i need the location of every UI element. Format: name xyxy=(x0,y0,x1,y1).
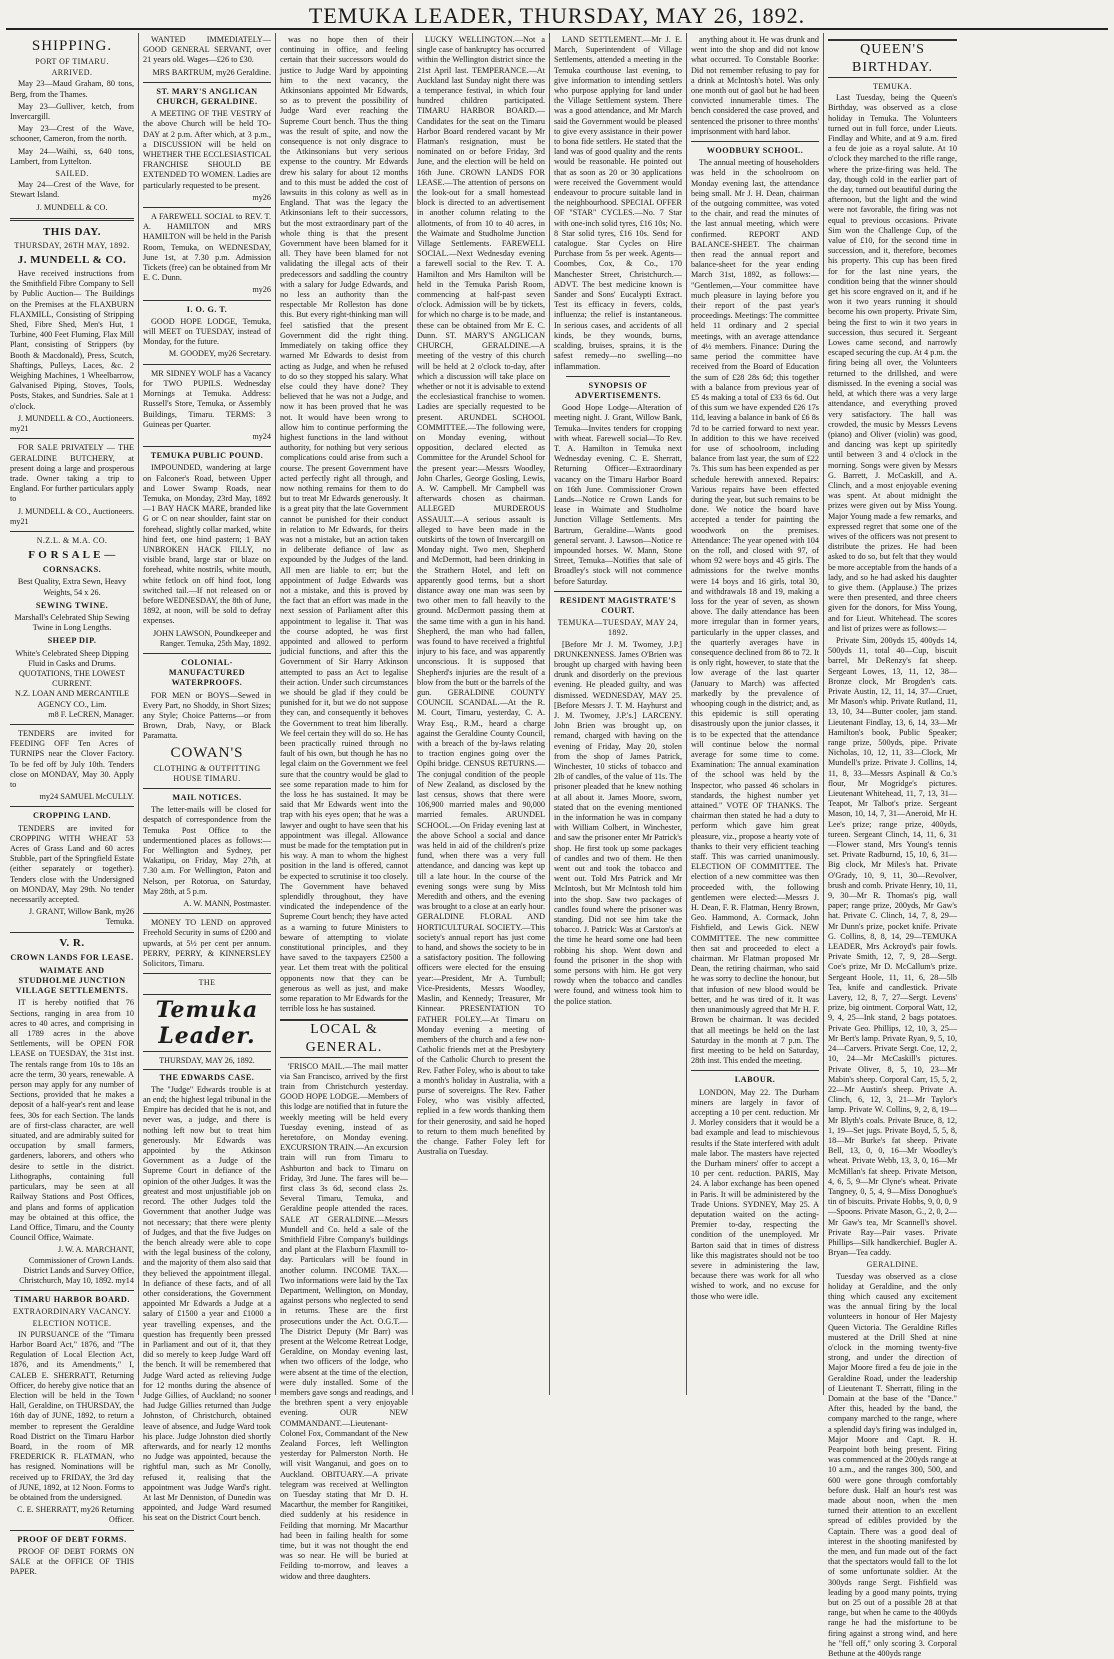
waimate-notice: IT is hereby notified that 76 Sections, ranging in area from 10 acres to 40 acres, and comprising in all 1789 acres in the above Settlements, will be OPEN FOR LEASE on TUESDAY, the 31st inst. The rentals range from 10s to 18s an acre the term, 30 years, renewable. A person may apply for any number of Sections, provided that he makes a deposit of a half-year's rent and lease fees, 30s for each Section. The lands are of first-class character, are well situated, and are admirably suited for occupation by small farmers, gardeners, laborers, and others who desire to settle in the district. Lithographs, containing full particulars, may be seen at all Railway Stations and Post Offices, and plans and forms of application may be obtained at this office, the Land Office, Timaru, and the County Council Office, Waimate. xyxy=(10,998,134,1243)
wanted-notice: WANTED IMMEDIATELY—GOOD GENERAL SERVANT, over 21 years old. Wages—£26 to £30. xyxy=(143,35,271,65)
nzla-heading: N.Z.L. & M.A. CO. xyxy=(36,535,108,545)
colonial-heading: COLONIAL-MANUFACTURED WATERPROOFS. xyxy=(168,657,246,688)
iogt-signature: M. GOODEY, my26 Secretary. xyxy=(168,349,271,359)
church-ref: my26 xyxy=(252,192,271,202)
port-heading: PORT OF TIMARU. xyxy=(35,57,109,66)
wolf-notice: MR SIDNEY WOLF has a Vacancy for TWO PUPILS. Wednesday Mornings at Temuka. Address: Russell's Store, Temuka, or Assembly Buildings, Timaru. TERMS: 3 Guineas per Quarter. xyxy=(143,368,271,429)
sherratt-signature: C. E. SHERRATT, my26 Returning Officer. xyxy=(17,1505,134,1525)
column-4 xyxy=(413,33,550,1395)
twine-heading: SEWING TWINE. xyxy=(35,600,109,610)
paper-the: THE xyxy=(198,978,216,988)
land-settlement-text: LAND SETTLEMENT.—Mr J. E. March, Superintendent of Village Settlements, attended a meeting in the Temuka courthouse last evening, to give information to intending settlers who purpose applying for land under the Village Settlement system. There was a good attendance, and Mr March said the Government would be pleased to give every assistance in their power to bona fide settlers. He stated that the land was of good quality and the rents would be reasonable. He pointed out that as soon as 20 or 30 applications were received the Government would endeavour to procure suitable land in the neighbourhood. SPECIAL OFFER OF "STAR" CYCLES.—No. 7 Star with one-inch solid tyres, £16 10s; No. 8 Star solid tyres, £16 10s. Send for catalogue. Star Cycles on Hire Purchase from 5s per week. Agents—Coombes, Cox, & Co., 170 Manchester Street, Christchurch.—ADVT. The best medicine known is Sander and Sons' Eucalypti Extract. Test its efficacy in fevers, colds, influenza; the relief is instantaneous. In serious cases, and accidents of all kinds, be they wounds, burns, scalding, bruises, sprains, it is the safest remedy—no swelling—no inflammation. xyxy=(554,35,682,371)
cornsacks-heading: CORNSACKS. xyxy=(42,565,102,575)
cropping-signature: J. GRANT, Willow Bank, my26 Temuka. xyxy=(28,907,134,927)
temuka-subheading: TEMUKA. xyxy=(872,82,913,91)
shipping-title: SHIPPING. xyxy=(31,38,113,54)
vacancy-heading: EXTRAORDINARY VACANCY. xyxy=(12,1307,132,1317)
synopsis-text: Good Hope Lodge—Alteration of meeting night. J. Grant, Willow Bank, Temuka—Invites tenders for cropping with wheat. Farewell social—To Rev. T. A. Hamilton in Temuka next Wednesday evening. C. E. Sherratt, Returning Officer—Extraordinary vacancy on the Timaru Harbor Board on 16th June. Commissioner Crown Lands—Notice re Crown Lands for lease in Waimate and Studholme Junction Village Settlements. Mrs Bartrum, Geraldine—Wants good general servant. J. Lawson—Notice re impounded horses. W. Mann, Stone Street, Temuka—Notifies that sale of Broadley's stock will not commence before Saturday. xyxy=(554,403,682,586)
mundell-heading: J. MUNDELL & CO. xyxy=(17,254,127,267)
birthday-heading: QUEEN'S BIRTHDAY. xyxy=(828,39,957,78)
column-1 xyxy=(6,33,139,1577)
for-sale-heading: F O R S A L E — xyxy=(28,549,116,562)
cropping-notice: TENDERS are invited for CROPPING WITH WHEAT 53 Acres of Grass Land and 60 acres Stubble, part of the Springfield Estate (either separately or together). Tenders close with the Undersigned on MONDAY, May 29th. No tender necessarily accepted. xyxy=(10,823,134,905)
labour-text: LONDON, May 22. The Durham miners are largely in favor of accepting a 10 per cent. reduction. Mr J. Morley considers that it would be a bad example and lead to mischievous results if the State interfered with adult male labor. The masters have rejected the Durham miners' offer to accept a 10 per cent. reduction. PARIS, May 24. A labor exchange has been opened in Paris. It will be administered by the Trade Unions. SYDNEY, May 25. A deputation waited on the acting-Premier to-day, respecting the condition of the unemployed. Mr Barton said that in times of distress like this magistrates should not be too severe in administering the law, because there was work for all who wished to work, and no excuse for those who were idle. xyxy=(691,1087,819,1301)
column-2 xyxy=(139,33,276,1523)
edwards-article: The "Judge" Edwards trouble is at an end; the highest legal tribunal in the Empire has decided that he is not, and never was, a judge, and there is nothing left now but to treat him generously. Mr Edwards was appointed by the Atkinson Government as a Judge of the Supreme Court in defiance of the opinion of the other Judges. It was the greatest and most unjustifiable job on record. The other Judges told the Government that another Judge was not necessary; that there were plenty of Judges, and that the five Judges on the bench already were able to cope with the legal business of the colony, and the majority of them also said that they believed the appointment illegal. In defiance of these facts, and of all other considerations, the Government appointed Mr Edwards a Judge at a salary of £1500 a year and £1000 a year travelling expenses, and the question has frequently been pressed in Parliament and out of it, that they did so merely to keep Judge Ward off the bench. It will be remembered that Judge Ward acted as relieving Judge for 12 months during the absence of Judge Gillies, of Auckland; no sooner had Judge Gillies returned than Judge Johnston, of Christchurch, obtained leave of absence, and Judge Ward took his place. Judge Johnston died shortly afterwards, and for nearly 12 months no Judge was appointed, because the rightful man, such as Mr Conolly, refused it, realising that the appointment was Judge Ward's right. At last Mr Denniston, of Dunedin was appointed, and Judge Ward resumed his seat on the District Court bench. xyxy=(143,1084,271,1523)
sheep-dip-text: White's Celebrated Sheep Dipping Fluid in Casks and Drums. xyxy=(15,648,129,668)
this-day-date: THURSDAY, 26TH MAY, 1892. xyxy=(14,240,130,250)
local-general-cont: LUCKY WELLINGTON.—Not a single case of bankruptcy has occurred within the Wellington district since the 21st April last. TEMPERANCE.—At Auckland last Sunday night there was a temperance festival, in which four hundred children participated. TIMARU HARBOR BOARD.—Candidates for the seat on the Timaru Harbor Board rendered vacant by Mr Flatman's resignation, must be nominated on or before Friday, 3rd June, and the election will be held on 16th June. CROWN LANDS FOR LEASE.—The attention of persons on the look-out for a small homestead block is directed to an advertisement in another column relating to the allotments, of from 10 to 40 acres, in the Waimate and Studholme Junction Village Settlements. FAREWELL SOCIAL.—Next Wednesday evening a farewell social to the Rev. T. A. Hamilton and Mrs Hamilton will be held in the Temuka Parish Room, commencing at half-past seven o'clock. Admission will be by tickets, for which no charge is to be made, and these can be obtained from Mr E. C. Dunn. ST. MARY'S ANGLICAN CHURCH, GERALDINE.—A meeting of the vestry of this church will be held at 2 o'clock to-day, after which a discussion will take place on whether or not it is advisable to extend the ecclesiastical franchise to women. Ladies are specially requested to be present. ARUNDEL SCHOOL COMMITTEE.—The following were, on Monday evening, without opposition, declared elected as Committee for the Arundel School for the present year:—Messrs Woodley, John Charles, George Gosling, Lewis, A. W. Campbell. Mr Campbell was afterwards chosen as chairman. ALLEGED MURDEROUS ASSAULT.—A serious assault is alleged to have been made in the outskirts of the town of Invercargill on Monday night. Two men, Shepherd and McDermott, had been drinking in the Strathern Hotel, and left on apparently good terms, but a short distance away one man was seen by two other men to fall heavily to the ground. McDermott passing them at the same time with a gun in his hand. Shepherd, the man who had fallen, was found to have received a frightful injury to his face, and was apparently unconscious. It is supposed that Shepherd's injuries are the result of a blow from the butt or the barrels of the gun. GERALDINE COUNTY COUNCIL SCANDAL.—At the R. M. Court, Timaru, yesterday, C. A. Wray Esq., R.M., heard a charge against the Geraldine County Council, with a breach of the by-laws relating to traction engines going over the Opihi bridge. CENSUS RETURNS.—The conjugal condition of the people of New Zealand, as disclosed by the last census, shows that there were 106,900 married males and 90,000 married females. ARUNDEL SCHOOL.—On Friday evening last at the above School a social and dance was held in aid of the children's prize fund, when there was a very full attendance, and dancing was kept up till a late hour. In the course of the evening songs were sung by Miss Meredith and others, and the evening was brought to a close at an early hour. GERALDINE FLORAL AND HORTICULTURAL SOCIETY.—This society's annual report has just come to hand, and shows the society to be in a satisfactory position. The following officers were elected for the ensuing year:—President, Mr A. Turnbull; Vice-Presidents, Messrs Woodley, Maslin, and Kennedy; Treasurer, Mr Kinnear. PRESENTATION TO FATHER FOLEY.—At Timaru on Monday evening a meeting of members of the church and a few non-Catholic friends met at the Presbytery of the Catholic Church to present the Rev. Father Foley, who is about to take a month's holiday in Australia, with a purse of sovereigns. The Rev. Father Foley, who was visibly affected, replied in a few words thanking them for their generosity, and said he hoped to return to them much benefited by the change. Father Foley left for Australia on Tuesday. xyxy=(417,35,546,1157)
butchery-sale-signature: J. MUNDELL & CO., Auctioneers. xyxy=(17,506,134,516)
mundell-notice: Have received instructions from the Smithfield Fibre Company to Sell by Public Auction— The Buildings on the Premises at the FLAXBURN FLAXMILL, Consisting of Stripping Shed, Fibre Shed, Men's Hut, 1 Turbine, 400 Feet Fluming, Flax Mill Plant, consisting of Strippers (by Booth & Macdonald), Press, Scutch, Shaftings, Pulleys, Laces, &c. 2 Weighing Machines, 1 Wheelbarrow, Galvanised Piping, Stoves, Tools, Posts, Stakes, and Sundries. Sale at 1 o'clock. xyxy=(10,269,134,411)
arrival-entry: May 23—Maud Graham, 80 tons, Berg, from the Thames. xyxy=(10,79,134,99)
wanted-signature: MRS BARTRUM, my26 Geraldine. xyxy=(152,67,271,77)
court-cont: anything about it. He was drunk and went into the shop and did not know what occurred. To Constable Boorke: Did not remember refusing to pay for a drink at McIntosh's hotel. Was only one month out of gaol but he had been convicted innumerable times. The bench considered the case proved, and sentenced the prisoner to three months' imprisonment with hard labor. xyxy=(691,35,819,136)
column-3 xyxy=(276,33,413,1581)
woodbury-text: The annual meeting of householders was held in the schoolroom on Monday evening last, the attendance being small. Mr J. H. Dean, chairman of the outgoing committee, was voted to the chair, and read the minutes of the last annual meeting, which were confirmed. REPORT AND BALANCE-SHEET. The chairman then read the annual report and balance-sheet for the year ending March 31st, 1892, as follows:— "Gentlemen,—Your committee have much pleasure in laying before you their report of the past year's proceedings. Meetings: The committee held 11 ordinary and 2 special meetings, with an average attendance of 4½ members. Finance: During the same period the committee have received from the Board of Education the sum of £28 28s 6d; this together with a balance from previous year of £5 4s making a total of £33 6s 6d. Out of this sum we have expended £26 17s 11d, leaving a balance in bank of £6 8s 7d to be carried forward to next year. In addition to this we have received for use of schoolroom, including balance from last year, the sum of £22 7s. This sum has been expended as per schedule herewith annexed. Repairs: Various repairs have been effected during the year, but such remains to be done. We notice the board have accepted a tender for painting the woodwork on the premises. Attendance: The year opened with 104 on the roll, and closed with 97, of whom 92 were boys and 45 girls. The admissions for the twelve months were 14 boys and 16 girls, total 30, and withdrawals 18 and 19, making a loss for the year of seven, as shown above. The daily attendance has been more irregular than in former years, particularly in the upper classes, and the quarterly averages have in consequence declined from 86 to 72. It is only right, however, to state that the low average of the last quarter (January to March) was affected markedly by the prevalence of whooping cough in the district; and, as this epidemic is still operating disastrously upon the junior classes, it is to be expected that the attendance will continue below the normal average for some time to come. Examination: The annual examination of the school was held by the Inspector, who passed 46 scholars in standards, the highest number yet attained." VOTE OF THANKS. The chairman then stated he had a duty to perform which gave him great pleasure, viz., propose a hearty vote of thanks to their very efficient teaching staff. This was carried unanimously. ELECTION OF COMMITTEE. The election of a new committee was then proceeded with, the following gentlemen were elected:—Messrs J. H. Dean, F. R. Flatman, Henry Brown, Geo. Hammond, A. Cormack, John Fishfield, and Lewis Gick. NEW COMMITTEE. The new committee then sat and proceeded to elect a chairman. Mr Flatman proposed Mr Dean, the retiring chairman, who said he was sorry to decline the honour, but that infusion of new blood would be better, and he was tired of it. It was then unanimously agreed that Mr H. F. Brown be chairman. It was decided that all meetings be held on the last Saturday in the month at 7 p.m. The first meeting to be held on Saturday, 28th inst. This ended the meeting. xyxy=(691,158,819,1066)
colonial-notice: FOR MEN or BOYS—Sewed in Every Part, no Shoddy, in Short Sizes; any Style; Choice Patterns—or from Brown, Drab, Navy, or Black Paramatta. xyxy=(143,690,271,741)
column-6 xyxy=(687,33,824,1395)
farewell-ref: my26 xyxy=(252,285,271,295)
sheep-dip-heading: SHEEP DIP. xyxy=(47,636,97,646)
butchery-sale-notice: FOR SALE PRIVATELY — THE GERALDINE BUTCHERY, at present doing a large and prosperous trade. Owner taking a trip to England. For further particulars apply to xyxy=(10,443,134,504)
this-day-heading: THIS DAY. xyxy=(42,225,102,238)
arrived-label: ARRIVED. xyxy=(51,68,93,78)
arrival-entry: May 24—Waihi, ss, 640 tons, Lambert, from Lyttelton. xyxy=(10,146,134,166)
rm-court-heading: RESIDENT MAGISTRATE'S COURT. xyxy=(559,595,677,615)
election-notice: IN PURSUANCE of the "Timaru Harbor Board Act," 1876, and "The Regulation of Local Election Act, 1876, and its Amendments," I, CALEB E. SHERRATT, Returning Officer, do hereby give notice that an Election will be held in the Town Hall, Geraldine, on THURSDAY, the 16th day of JUNE, 1892, to return a member to represent the Geraldine Road District on the Timaru Harbor Board, in the room of MR FREDERICK R. FLATMAN, who has resigned. Nominations will be received up to FRIDAY, the 3rd day of JUNE, 1892, at 12 Noon. Forms to be obtained from the undersigned. xyxy=(10,1329,134,1502)
arrival-entry: May 23—Gulliver, ketch, from Invercargill. xyxy=(10,101,134,122)
paper-title-box xyxy=(143,994,271,1052)
rm-court-text: [Before Mr J. M. Twomey, J.P.] DRUNKENNESS. James O'Brien was brought up charged with having been drunk and disorderly on the previous evening. He pleaded guilty, and was dismissed. WEDNESDAY, MAY 25. [Before Messrs J. T. M. Hayhurst and J. M. Twomey, J.P.'s.] LARCENY. John Brien was brought up, on remand, charged with having on the evening of Friday, May 20, stolen from the shop of James Patrick, Winchester, 10 sticks of tobacco and 2lb of candles, of the value of 11s. The prisoner pleaded that he knew nothing at all about it. James Moore, sworn, stated that on the evening mentioned in the information he was in company with William Colbert, in Winchester, and saw the prisoner enter Mr Patrick's shop. He first took up some packages of candles and two of them. He then went out and took the tobacco and went out. Told Mrs Patrick and Mr McIntosh, but Mr McIntosh told him into the shop. Saw two packages of candles found where the prisoner was standing. Did not see him take the tobacco. J. Patrick: Was at Carston's at the time he heard some one had been robbing his shop. Went down and found the prisoner in the shop with some persons with him. He got very rowdy when the tobacco and candles were found, and witness took him to the police station. xyxy=(554,639,682,1006)
proof-heading: PROOF OF DEBT FORMS. xyxy=(17,1534,127,1544)
edwards-article-cont: was no hope then of their continuing in office, and feeling certain that their successors would do justice to Judge Ward by appointing him to the next vacancy, the Atkinsonians appointed Mr Edwards, so as to prevent the possibility of Judge Ward ever reaching the Supreme Court bench. Thus the thing was the result of spite, and now the consequence is not only disgrace to the Atkinsonians but very serious expense to the country. Mr Edwards drew his salary for about 12 months and to this must be added the cost of lawsuits in this colony as well as in England. That was the legacy the Atkinsonians left to their successors, but the most extraordinary part of the whole thing is that the present Government have been blamed for it all. They have been blamed for not validating the illegal acts of their predecessors and saddling the country with a salary for Judge Edwards, and no less an authority than the respectable Mr Rolleston has done this. But every right-thinking man will feel satisfied that the present Government did the right thing. Immediately on taking office they warned Mr Edwards to desist from acting as Judge, and when he refused to do so they stopped his salary. What else could they have done? They believed that he was not a Judge, and now it has been proved that he was not. It would have been wrong to allow him to continue performing the highest functions in the land without authority, for nothing but very serious complications could arise from such a course. The present Government have acted perfectly right all through, and now nothing remains for them to do but to treat Mr Edwards generously. It is a great pity that the late Government cannot be punished for their conduct in relation to Mr Edwards, for theirs was not a mistake, but an action taken in deliberate defiance of law as expounded by the Judges of the land. All men are liable to err; but the appointment of Judge Edwards was not a mistake, and this is proved by the fact that an effort was made in the next session of Parliament after this appointment to legalise it. That was the course adopted, he was first appointed and allowed to perform judicial functions, and after this the Government of Sir Harry Atkinson attempted to pass an Act to legalise their action. Under such circumstances we should be glad if they could be punished for it, but we do not suppose they can, and consequently it behoves the Government to treat him liberally. We feel certain they will do so. He has been practically ruined through no fault of his own, but though he has no legal claim on the Government we feel sure that the country would be glad to see some reparation made to him for the loss he has sustained. It may be said that Mr Edwards went into the trap with his eyes open; that he was a lawyer and ought to have seen that his appointment was illegal. Allowance must be made for the temptation put in his way. A man to whom the highest position in the land is offered, cannot be expected to scrutinise it too closely. The Government have behaved splendidly throughout, they have vindicated the independence of the Supreme Court bench; they have acted as a warning to future Ministers to beware of attempting to violate constitutional principles, and they have saved to the taxpayers £2500 a year. Let them treat with the political opponents now that they can be generous as well as just, and make some reparation to Mr Edwards for the terrible loss he has sustained. xyxy=(280,35,408,1014)
geraldine-subheading: GERALDINE. xyxy=(866,1260,919,1270)
money-notice: MONEY TO LEND on approved Freehold Security in sums of £200 and upwards, at 5½ per cent per annum. PERRY, PERRY, & KINNERSLEY Solicitors, Timaru. xyxy=(143,918,271,969)
proof-notice: PROOF OF DEBT FORMS ON SALE at the OFFICE OF THIS PAPER. xyxy=(10,1546,134,1577)
cowan-heading: COWAN'S xyxy=(170,744,244,761)
farewell-notice: A FAREWELL SOCIAL to REV. T. A. HAMILTON and MRS HAMILTON will be held in the Parish Room, Temuka, on WEDNESDAY, June 1st, at 7.30 p.m. Admission Tickets (free) can be obtained from Mr E. C. Dunn. xyxy=(143,212,271,283)
mail-heading: MAIL NOTICES. xyxy=(172,793,242,802)
vr-crest: V. R. xyxy=(59,936,85,949)
cornsacks-text: Best Quality, Extra Sewn, Heavy Weights, 54 x 26. xyxy=(17,577,127,597)
butchery-sale-ref: my21 xyxy=(10,516,29,526)
masthead-title: TEMUKA LEADER, THURSDAY, MAY 26, 1892. xyxy=(308,3,806,28)
nzloan-name: N.Z. LOAN AND MERCANTILE AGENCY CO., Lim. xyxy=(15,689,129,709)
iogt-notice: GOOD HOPE LODGE, Temuka, will MEET on TUESDAY, instead of Monday, for the future. xyxy=(143,316,271,347)
scores-list: Private Sim, 200yds 15, 400yds 14, 500yds 11, total 40—Cup, biscuit barrel, Mr DeRenzy's fat sheep. Sergeant Lowes, 13, 11, 12, 38—Bronze clock, Mr Brogden's cats. Private Austin, 12, 11, 14, 37—Cruet, Mr Mason's whip. Private Rutland, 11, 13, 10, 34—Butter cooler, jam stand. Lieutenant Findlay, 13, 6, 14, 33—Mr Hamilton's book, Public Speaker; range prize, 500yds, pipe. Private Nicholas, 10, 12, 11, 33—Clock, Mr Mundell's prize. Private J. Collins, 14, 11, 8, 33—Messrs Aspinall & Co.'s flour, Mr Mogridge's pictures. Lieutenant Whitehead, 11, 7, 13, 31—Teapot, Mr Talbot's prize. Sergeant Mason, 10, 14, 7, 31—Aneroid, Mr H. Lee's prize; range prize, 400yds, tureen. Sergeant Clinch, 14, 11, 6, 31—Flower stand, Mrs Young's tennis set. Private Radburnd, 15, 10, 6, 31—Big clock, Mr Miles's hat. Private O'Grady, 10, 9, 11, 30—Revolver, brush and comb. Private Henry, 10, 11, 9, 30—Mr R. Thomas's pig, wall paper; range prize, 200yds, Mr Gaw's hat. Private C. Clinch, 14, 7, 8, 29—Mr Dunn's prize, pocket knife. Private G. Collins, 8, 8, 14, 29—TEMUKA LEADER, Mrs Ackroyd's pair fowls. Private Smith, 12, 7, 9, 28—Sergt. Coe's prize, Mr D. McCallum's prize. Sergeant Hoole, 11, 11, 6, 28—5lb Tea, knife and candlestick. Private Lavery, 12, 8, 7, 27—Sergt. Levens' prize, big ointment. Corporal Watt, 12, 9, 4, 25—Ink stand, 2 bags potatoes. Private Geo. Phillips, 12, 10, 3, 25—Mr Bert's lamp. Private Ryan, 9, 5, 10, 24—Carvers. Private Sergt. Coe, 12, 2, 10, 24—Mr McCaskill's pictures. Private Oliver, 8, 5, 10, 23—Mr Mabin's sheep. Corporal Carr, 15, 5, 2, 22—Mr Austin's sheep. Private A. Clinch, 6, 12, 3, 21—Mr Taylor's lamp. Private W. Collins, 9, 2, 8, 19—Mr Blyth's coals. Private Bruce, 8, 12, 1, 19—Set jugs. Private Boyd, 5, 5, 8, 18—Mr Burke's fat sheep. Private Bell, 13, 0, 0, 16—Mr Woodley's wheat. Private Webb, 13, 3, 0, 16—Mr McMillan's fat sheep. Private Metson, 4, 6, 5, 9—Mr Clyne's wheat. Private Tangney, 0, 5, 4, 9—Miss Donoghue's tin of biscuits. Private Hobbs, 9, 0, 0, 9—Spoons. Private Mason, G., 2, 0, 2—Mr Gaw's tea, Mr Scannell's shovel. Private Ray—Pair vases. Private Phillips—Silk handkerchief. Bugler A. Bryan—Tea caddy. xyxy=(828,635,957,1258)
iogt-heading: I. O. G. T. xyxy=(186,304,228,314)
mail-signature: A. W. MANN, Postmaster. xyxy=(183,899,271,909)
masthead xyxy=(6,4,1108,30)
quotations: QUOTATIONS, THE LOWEST CURRENT. xyxy=(18,668,126,689)
cropping-heading: CROPPING LAND. xyxy=(33,811,111,821)
pound-notice: IMPOUNDED, wandering at large on Falconer's Road, between Upper and Lower Swamp Roads, near Temuka, on Monday, 23rd May, 1892—1 BAY HACK MARE, branded like G or C on near shoulder, faint star on forehead, slightly collar marked, white hind feet, one hind pastern; 1 BAY UNBROKEN HACK FILLY, no visible brand, large star or blaze on forehead, white nostrils, white mouth, white fetlock on off hind foot, long switched tail.—If not released on or before WEDNESDAY, the 8th of June, 1892, at noon, will be sold to defray expenses. xyxy=(143,463,271,626)
pound-signature: JOHN LAWSON, Poundkeeper and Ranger. Temuka, 25th May, 1892. xyxy=(152,628,271,648)
waimate-heading: WAIMATE AND STUDHOLME JUNCTION VILLAGE SETTLEMENTS. xyxy=(15,965,129,996)
local-general-heading: LOCAL & GENERAL. xyxy=(280,1019,408,1058)
column-7 xyxy=(824,33,961,1659)
cowan-sub: CLOTHING & OUTFITTING HOUSE TIMARU. xyxy=(153,763,261,783)
tenders-signature: my24 SAMUEL McCULLY. xyxy=(39,792,134,802)
wolf-ref: my24 xyxy=(252,431,271,441)
tenders-notice: TENDERS are invited for FEEDING OFF Ten Acres of TURNIPS near the Clover Factory. To be fed off by July 10th. Tenders close on MONDAY, May 30. Apply to xyxy=(10,728,134,789)
church-heading: ST. MARY'S ANGLICAN CHURCH, GERALDINE. xyxy=(156,86,258,107)
lecren-signature: m8 F. LeCREN, Manager. xyxy=(48,709,134,719)
columns xyxy=(6,33,1108,1659)
agent-name: J. MUNDELL & CO. xyxy=(36,202,108,212)
mundell-signature: J. MUNDELL & CO., Auctioneers. xyxy=(17,413,134,423)
paper-dateline: THURSDAY, MAY 26, 1892. xyxy=(143,1054,271,1069)
election-heading: ELECTION NOTICE. xyxy=(32,1318,112,1328)
sailing-entry: May 24—Crest of the Wave, for Stewart Island. xyxy=(10,180,134,200)
crown-lands-heading: CROWN LANDS FOR LEASE. xyxy=(10,952,134,962)
sailed-label: SAILED. xyxy=(55,169,89,179)
edwards-heading: THE EDWARDS CASE. xyxy=(159,1072,255,1082)
woodbury-heading: WOODBURY SCHOOL. xyxy=(706,146,804,156)
marchant-signature: J. W. A. MARCHANT, Commissioner of Crown Lands. District Lands and Survey Office, Christchurch, May 10, 1892. my14 xyxy=(19,1245,134,1285)
labour-heading: LABOUR. xyxy=(734,1075,776,1085)
local-general-text: 'FRISCO MAIL.—The mail matter via San Francisco, arrived by the first train from Christchurch yesterday. GOOD HOPE LODGE.—Members of this lodge are notified that in future the weekly meeting will be held every Tuesday evening, instead of as heretofore, on Monday evening. EXCURSION TRAIN.—An excursion train will run from Timaru to Ashburton and back to Timaru on Friday, 3rd June. The fares will be—first class 3s 6d, second class 2s. Several Timaru, Temuka, and Geraldine people attended the races. SALE AT GERALDINE.—Messrs Mundell and Co. held a sale of the Smithfield Fibre Company's buildings and plant at the Flaxburn Flaxmill to-day. Particulars will be found in another column. INCOME TAX.—Two informations were laid by the Tax Department, Wellington, on Monday, against persons who neglected to send in returns. These are the first prosecutions under the Act. O.G.T.—The District Deputy (Mr Barr) was present at the Welcome Retreat Lodge, Geraldine, on Monday evening last, when two officers of the lodge, who were absent at the time of the election, were duly installed. Some of the members gave songs and readings, and the brethren spent a very enjoyable evening. OUR NEW COMMANDANT.—Lieutenant-Colonel Fox, Commandant of the New Zealand Forces, left Wellington yesterday for Palmerston North. He will visit Wanganui, and goes on to Auckland. OBITUARY.—A private telegram was received at Wellington on Tuesday stating that Mr D. H. Macarthur, the member for Rangitikei, died suddenly at his residence in Feilding that morning. Mr Macarthur had been in failing health for some time, but it was not thought the end was so near. He will be buried at Feilding to-morrow, and leaves a widow and three daughters. xyxy=(280,1061,409,1581)
geraldine-text: Tuesday was observed as a close holiday at Geraldine, and the only thing which caused any excitement was the annual firing by the local volunteers in honour of Her Majesty Queen Victoria. The Geraldine Rifles mustered at the Drill Shed at nine o'clock in the morning twenty-five strong, and under the direction of Major Moore fired a feu de joie in the Geraldine Road, under the leadership of Lieutenant T. Sherratt, filing in the Domain at the base of the "Dance." After this, headed by the band, the company marched to the range, where a splendid day's firing was indulged in, Major Moore and Capt. R. H. Pearpoint both being present. Firing was commenced at the 200yds range at 10 a.m., and the ranges 300, 500, and 600 were gone through comfortably before dusk. Half an hour's rest was made about noon, when the men turned their attention to an excellent spread of edibles provided by the Captain. There was a good deal of interest in the shooting manifested by the men, and fun made out of the fact that the spectators would fall to the lot of some unfortunate soldier. At the 300yds range Sergt. Fishfield was leading by a good many points, trying but on 25 out of a possible 28 at that range, but when he came to the 400yds range he had the misfortune to be firing against a strong wind, and here he "fell off," only scoring 3. Corporal Bethune at the 400yds range xyxy=(828,1271,957,1659)
mail-notice: The letter-mails will be closed for despatch of correspondence from the Temuka Post Office to the undermentioned places as follows:— For Wellington and Sydney, per Wakatipu, on Friday, May 27th, at 7.30 a.m. For Wellington, Paton and Nelson, per Rotorua, on Saturday, May 28th, at 5 p.m. xyxy=(143,805,271,896)
pound-heading: TEMUKA PUBLIC POUND. xyxy=(150,451,264,461)
arrival-entry: May 23—Crest of the Wave, schooner, Cameron, from the north. xyxy=(10,124,134,144)
temuka-text: Last Tuesday, being the Queen's Birthday, was observed as a close holiday in Temuka. The Volunteers turned out in full force, under Lieuts. Findlay and White, and at 9 a.m. fired a feu de joie as a royal salute. At 10 o'clock they marched to the rifle range, where the prize-firing was held. The day, though cold in the earlier part of the day, turned out beautiful during the afternoon, but the light and the wind were not favorable, the firing was not equal to previous occasions. Private Sim won the Challenge Cup, of the value of £10, for the second time in succession, and it, therefore, becomes his property. This cup has been fired for for the last nine years, the condition being that the winner should get his score engraved on it, and if he won it two years running it should become his own property. Private Sim, being the first to win it two years in succession, thus secured it. Sergeant Lowes came second, and narrowly escaped securing the cup. At 4 p.m. the firing being all over, the Volunteers returned to the drillshed, and were dismissed. In the evening a social was held, at which there was a very large attendance, and everything proved very satisfactory. The hall was crowded, the music by Messrs Levens (piano) and Oliver (violin) was good, and dancing was kept up spiritedly until between 3 and 4 o'clock in the morning. Songs were given by Messrs G. Barrett, J. McCaskill, and A. Clinch, and a most enjoyable evening was spent. At about midnight the prizes were given out by Miss Young. Major Young made a few remarks, and expressed regret that some one of the wives of the officers was not present to distribute the prizes. He had been asked to do so, but felt that they would be more acceptable from the hands of a lady, and so he had asked his daughter to give them. (Applause.) The prizes were then presented, and three cheers given for the donors, for Miss Young, and for Lieut. Whitehead. The scores and list of prizes were as follows:— xyxy=(828,93,957,633)
column-5 xyxy=(550,33,687,1395)
harbour-board-heading: TIMARU HARBOR BOARD. xyxy=(14,1295,130,1305)
paper-title: Temuka Leader. xyxy=(143,994,271,1052)
mundell-ref: my21 xyxy=(10,424,29,434)
church-notice: A MEETING OF THE VESTRY of the above Church will be held TO-DAY at 2 p.m. After which, at 3 p.m., a DISCUSSION will be held on WHETHER THE ECCLESIASTICAL FRANCHISE SHOULD BE EXTENDED TO WOMEN. Ladies are particularly requested to be present. xyxy=(143,109,272,190)
rm-court-date: TEMUKA—TUESDAY, MAY 24, 1892. xyxy=(557,618,679,638)
twine-text: Marshall's Celebrated Ship Sewing Twine in Long Lengths. xyxy=(14,612,130,633)
synopsis-heading: SYNOPSIS OF ADVERTISEMENTS. xyxy=(574,380,662,400)
